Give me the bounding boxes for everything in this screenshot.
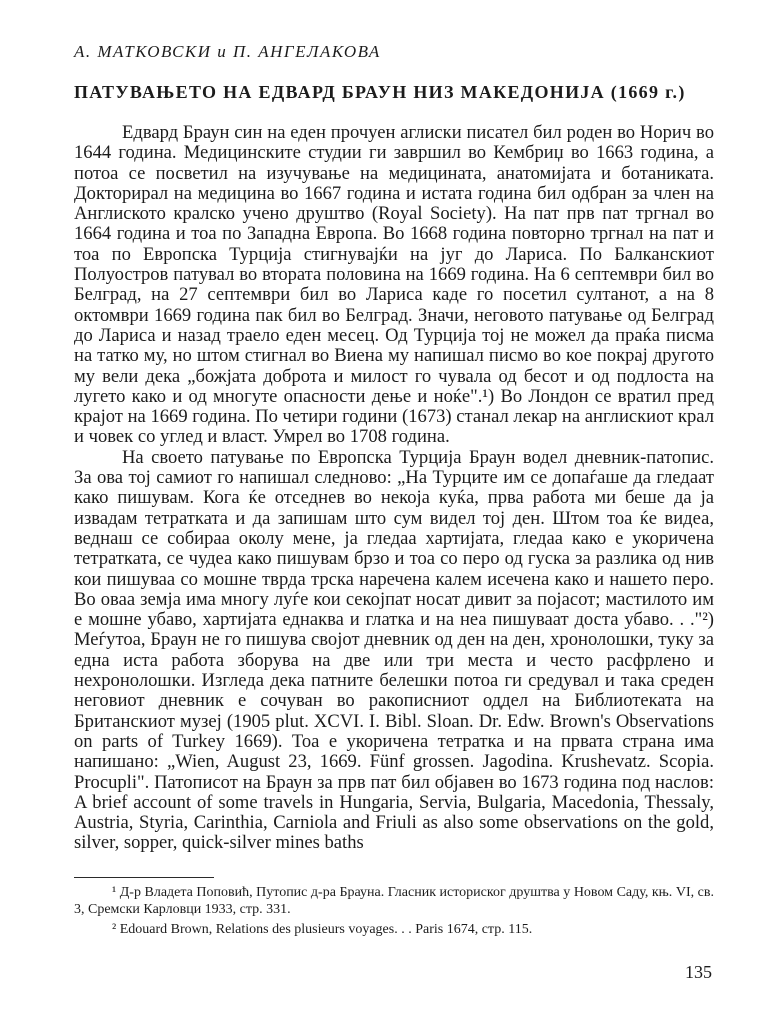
footnote: ² Edouard Brown, Relations des plusieurs voyages. . . Paris 1674, стр. 115. <box>112 922 533 937</box>
paragraph: На своето патување по Европска Турција Браун водел дневник-патопис. За ова тој самиот го напишал следново: „На Турците им се допаѓаше да гледаат како пишувам. Кога ќе отседнев во некоја куќа, прва работа ми беше да ја извадам тетратката и да запишам што сум видел тој ден. Штом тоа ќе видеа, веднаш се собираа околу мене, ја гледаа хартијата, гледаа како е укоричена тетратката, се чудеа како пишувам брзо и тоа со перо од гуска за разлика од нив кои пишуваа со мошне тврда трска наречена калем исечена како и нашето перо. Во оваа земја има многу луѓе кои секојпат носат дивит за појасот; мастилото им е мошне убаво, хартијата еднаква и глатка и на неа пишуваат доста убаво. . ."²) Меѓутоа, Браун не го пишува својот дневник од ден на ден, хронолошки, туку за една иста работа зборува на две или три места и често расфрлено и нехронолошки. Изгледа дека патните белешки потоа ги средувал и така среден неговиот дневник е сочуван во ракописниот оддел на Библиотеката на Британскиот музеј (1905 plut. XCVI. I. Bibl. Sloan. Dr. Edw. Brown's Observations on parts of Turkey 1669). Тоа е укоричена тетратка и на првата страна има напишано: „Wien, August 23, 1669. Fünf grossen. Jagodina. Krushevatz. Scopia. Procupli". Патописот на Браун за прв пат бил објавен во 1673 година под наслов: A brief account of some travels in Hungaria, Servia, Bulgaria, Macedonia, Thessaly, Austria, Styria, Carinthia, Carniola and Friuli as also some observations on the gold, silver, sopper, quick-silver mines baths <box>74 446 714 854</box>
footnotes <box>74 884 714 941</box>
article-title: ПАТУВАЊЕТО НА ЕДВАРД БРАУН НИЗ МАКЕДОНИЈА (1669 г.) <box>74 82 686 102</box>
running-head: А. МАТКОВСКИ и П. АНГЕЛАКОВА <box>74 42 381 61</box>
paragraph: Едвард Браун син на еден прочуен аглиски писател бил роден во Норич во 1644 година. Медицинските студии ги завршил во Кембриџ во 1663 година, а потоа се посветил на изучување на медицината, анатомијата и ботаниката. Докторирал на медицина во 1667 година и истата година бил одбран за член на Англиското кралско учено друштво (Royal Society). На пат прв пат тргнал во 1664 година и тоа по Западна Европа. Во 1668 година повторно тргнал на пат и тоа по Европска Турција стигнувајќи на југ до Лариса. По Балканскиот Полуостров патувал во втората половина на 1669 година. На 6 септември бил во Белград, на 27 септември бил во Лариса каде го посетил султанот, а на 8 октомври 1669 година пак бил во Белград. Значи, неговото патување од Белград до Лариса и назад траело еден месец. Од Турција тој не можел да праќа писма на татко му, но штом стигнал во Виена му напишал писмо во кое покрај другото му вели дека „божјата доброта и милост го чувала од бесот и од подлоста на лугето како и од многуте опасности дење и ноќе".¹) Во Лондон се вратил пред крајот на 1669 година. По четири години (1673) станал лекар на англискиот крал и човек со углед и власт. Умрел во 1708 година. <box>74 122 714 448</box>
footnote-divider <box>74 877 214 878</box>
article-body <box>74 123 714 854</box>
page-number: 135 <box>685 962 712 982</box>
footnote: ¹ Д-р Владета Поповић, Путопис д-ра Брауна. Гласник историског друштва у Новом Саду, књ. VI, св. 3, Сремски Карловци 1933, стр. 331. <box>74 885 714 917</box>
